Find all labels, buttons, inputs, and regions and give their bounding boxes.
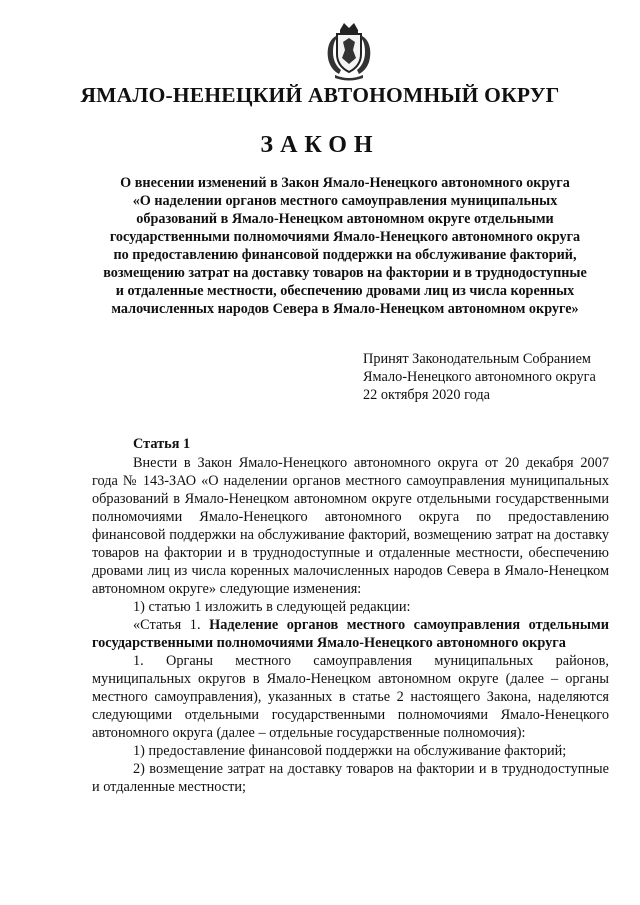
article-intro: Внести в Закон Ямало-Ненецкого автономного округа от 20 декабря 2007 года № 143-ЗАО «О наделении органов местного самоуправления муниципальных образований в Ямало-Ненецком автономном округе отдельными государственными полномочиями Ямало-Ненецкого автономного округа по предоставлению финансовой поддержки на обслуживание факторий, возмещению затрат на доставку товаров на фактории и в труднодоступные и отдаленные местности, обеспечению дровами лиц из числа коренных малочисленных народов Севера в Ямало-Ненецком автономном округе» следующие изменения:	[92, 455, 609, 597]
coat-of-arms-icon	[323, 20, 375, 82]
article-title: Статья 1	[133, 436, 191, 452]
adoption-line: Принят Законодательным Собранием	[363, 351, 591, 367]
subject-line: образований в Ямало-Ненецком автономном округе отдельными	[136, 211, 554, 227]
region-title: ЯМАЛО-НЕНЕЦКИЙ АВТОНОМНЫЙ ОКРУГ	[80, 83, 560, 107]
subject-line: по предоставлению финансовой поддержки на обслуживание факторий,	[113, 247, 577, 263]
adoption-date: 22 октября 2020 года	[363, 387, 491, 403]
subject-line: и отдаленные местности, обеспечению дровами лиц из числа коренных	[115, 283, 575, 299]
subject-line: «О наделении органов местного самоуправления муниципальных	[132, 193, 558, 209]
new-article-title: Наделение органов местного самоуправления отдельными государственными полномочиями Ямало-Ненецкого автономного округа	[92, 617, 609, 651]
amendment-item: 1) статью 1 изложить в следующей редакции:	[133, 599, 411, 615]
sub-item: 2) возмещение затрат на доставку товаров на фактории и в труднодоступные и отдаленные местности;	[92, 761, 609, 795]
adoption-line: Ямало-Ненецкого автономного округа	[363, 369, 596, 385]
law-subject	[95, 174, 595, 318]
new-article-heading	[92, 616, 609, 652]
new-article-prefix: «Статья 1.	[133, 617, 201, 633]
subject-line: О внесении изменений в Закон Ямало-Ненецкого автономного округа	[120, 175, 570, 191]
subject-line: малочисленных народов Севера в Ямало-Ненецком автономном округе»	[111, 301, 579, 317]
sub-item: 1) предоставление финансовой поддержки на обслуживание факторий;	[133, 743, 567, 759]
article-paragraph: 1. Органы местного самоуправления муниципальных районов, муниципальных округов в Ямало-Ненецком автономном округе (далее – органы местного самоуправления), указанных в статье 2 настоящего Закона, наделяются следующими отдельными государственными полномочиями Ямало-Ненецкого автономного округа (далее – отдельные государственные полномочия):	[92, 653, 609, 741]
article-body	[92, 454, 609, 796]
document-type-title: ЗАКОН	[260, 132, 380, 158]
subject-line: возмещению затрат на доставку товаров на фактории и в труднодоступные	[103, 265, 587, 281]
adoption-note	[363, 350, 623, 404]
subject-line: государственными полномочиями Ямало-Ненецкого автономного округа	[109, 229, 581, 245]
